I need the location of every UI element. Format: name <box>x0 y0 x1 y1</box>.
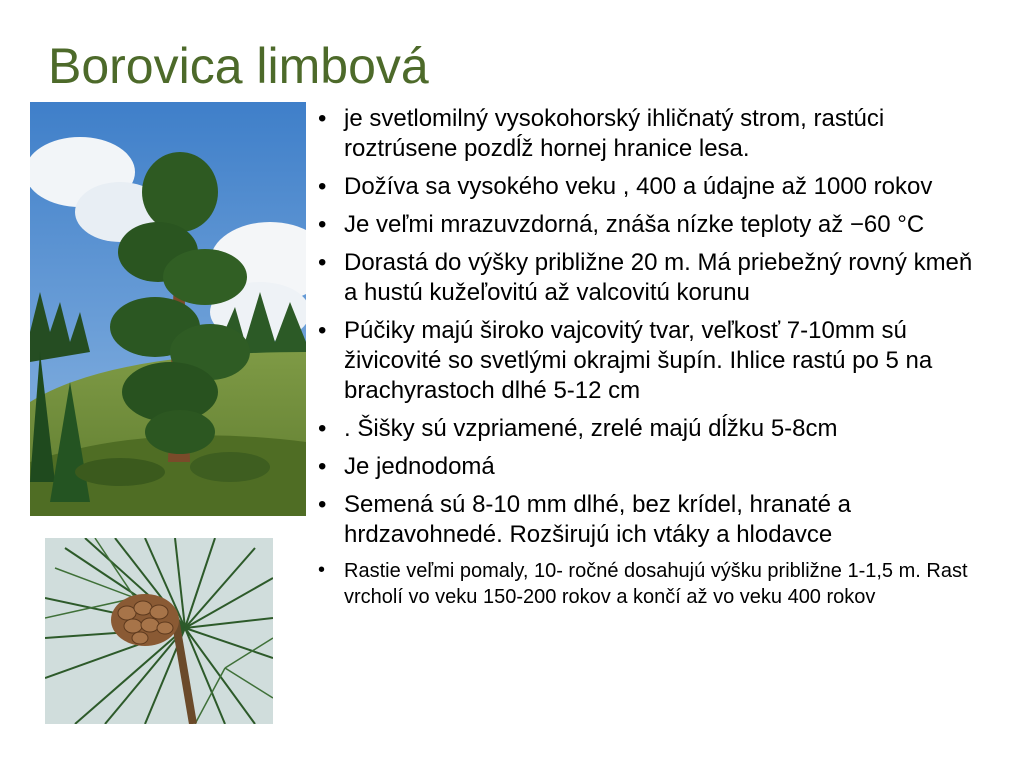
bullet-text: . Šišky sú vzpriamené, zrelé majú dĺžku 5-8cm <box>344 415 838 442</box>
bullet-item <box>318 490 990 550</box>
pine-cone-photo <box>45 538 273 724</box>
bullet-item <box>318 558 990 610</box>
bullet-icon: • <box>318 105 327 132</box>
bullet-text: Je veľmi mrazuvzdorná, znáša nízke teploty až −60 °C <box>344 211 925 238</box>
bullet-icon: • <box>318 415 327 442</box>
bullet-list <box>318 104 990 618</box>
bullet-text: je svetlomilný vysokohorský ihličnatý strom, rastúci roztrúsene pozdĺž hornej hranice lesa. <box>344 105 885 162</box>
pine-tree-photo <box>30 102 306 516</box>
bullet-item <box>318 414 990 444</box>
bullet-item <box>318 104 990 164</box>
bullet-icon: • <box>318 491 327 518</box>
bullet-item <box>318 452 990 482</box>
bullet-item <box>318 210 990 240</box>
bullet-icon: • <box>318 453 327 480</box>
bullet-icon: • <box>318 559 326 581</box>
bullet-text: Rastie veľmi pomaly, 10- ročné dosahujú výšku približne 1-1,5 m. Rast vrcholí vo veku 150-200 rokov a končí až vo veku 400 rokov <box>344 560 968 608</box>
bullet-text: Je jednodomá <box>344 453 495 480</box>
bullet-text: Dorastá do výšky približne 20 m. Má priebežný rovný kmeň a hustú kužeľovitú až valcovitú korunu <box>344 249 973 306</box>
bullet-icon: • <box>318 173 327 200</box>
bullet-text: Semená sú 8-10 mm dlhé, bez krídel, hranaté a hrdzavohnedé. Rozširujú ich vtáky a hlodavce <box>344 491 851 548</box>
bullet-text: Dožíva sa vysokého veku , 400 a údajne až 1000 rokov <box>344 173 933 200</box>
bullet-icon: • <box>318 249 327 276</box>
bullet-item <box>318 316 990 406</box>
bullet-icon: • <box>318 317 327 344</box>
slide-title: Borovica limbová <box>48 38 429 94</box>
bullet-item <box>318 172 990 202</box>
bullet-item <box>318 248 990 308</box>
bullet-icon: • <box>318 211 327 238</box>
bullet-text: Púčiky majú široko vajcovitý tvar, veľkosť 7-10mm sú živicovité so svetlými okrajmi šupín. Ihlice rastú po 5 na brachyrastoch dlhé 5-12 cm <box>344 317 933 404</box>
